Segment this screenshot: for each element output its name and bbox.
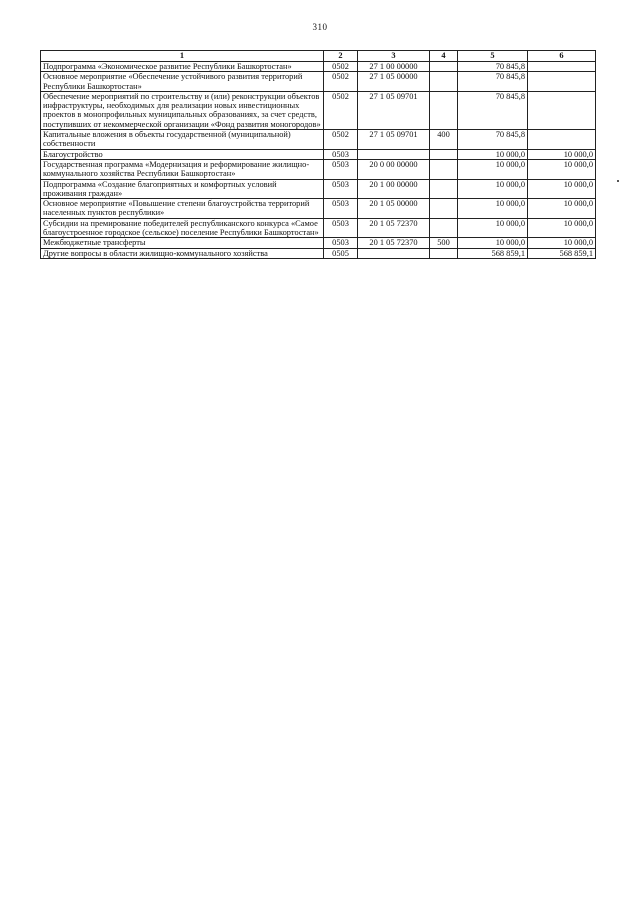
row-sum-1: 70 845,8 xyxy=(458,91,528,129)
table-row xyxy=(41,72,596,92)
row-target-code xyxy=(358,149,430,159)
row-sum-1: 70 845,8 xyxy=(458,130,528,150)
row-expense-type xyxy=(430,62,458,72)
row-sum-2 xyxy=(528,62,596,72)
row-sum-1: 10 000,0 xyxy=(458,179,528,199)
row-sum-1: 10 000,0 xyxy=(458,149,528,159)
table-row xyxy=(41,62,596,72)
row-name: Субсидии на премирование победителей республиканского конкурса «Самое благоустроенное городское (сельское) поселение Республики Башкортостан» xyxy=(41,218,324,238)
row-sum-1: 70 845,8 xyxy=(458,62,528,72)
row-sum-2: 10 000,0 xyxy=(528,199,596,219)
row-sum-2: 10 000,0 xyxy=(528,238,596,248)
row-expense-type xyxy=(430,91,458,129)
row-sum-2: 10 000,0 xyxy=(528,159,596,179)
row-sum-1: 10 000,0 xyxy=(458,199,528,219)
row-section-code: 0502 xyxy=(324,130,358,150)
row-name: Основное мероприятие «Повышение степени благоустройства территорий населенных пунктов республики» xyxy=(41,199,324,219)
row-sum-1: 568 859,1 xyxy=(458,248,528,258)
table-row xyxy=(41,159,596,179)
row-section-code: 0503 xyxy=(324,159,358,179)
table-body xyxy=(41,62,596,259)
table-header xyxy=(41,51,596,62)
row-sum-1: 70 845,8 xyxy=(458,72,528,92)
row-target-code xyxy=(358,248,430,258)
table-row xyxy=(41,199,596,219)
table-row xyxy=(41,179,596,199)
row-target-code: 27 1 05 09701 xyxy=(358,91,430,129)
row-expense-type xyxy=(430,218,458,238)
header-col-1: 1 xyxy=(41,51,324,62)
table-row xyxy=(41,130,596,150)
row-name: Подпрограмма «Экономическое развитие Республики Башкортостан» xyxy=(41,62,324,72)
page-number: 310 xyxy=(312,22,328,32)
row-target-code: 27 1 05 00000 xyxy=(358,72,430,92)
row-target-code: 27 1 00 00000 xyxy=(358,62,430,72)
table-row xyxy=(41,149,596,159)
row-expense-type xyxy=(430,199,458,219)
row-expense-type: 400 xyxy=(430,130,458,150)
header-col-5: 5 xyxy=(458,51,528,62)
row-sum-1: 10 000,0 xyxy=(458,218,528,238)
table-row xyxy=(41,218,596,238)
row-target-code: 27 1 05 09701 xyxy=(358,130,430,150)
header-col-2: 2 xyxy=(324,51,358,62)
row-sum-1: 10 000,0 xyxy=(458,159,528,179)
row-expense-type xyxy=(430,248,458,258)
row-target-code: 20 1 05 00000 xyxy=(358,199,430,219)
row-expense-type xyxy=(430,159,458,179)
header-col-4: 4 xyxy=(430,51,458,62)
header-col-3: 3 xyxy=(358,51,430,62)
row-expense-type xyxy=(430,72,458,92)
row-name: Благоустройство xyxy=(41,149,324,159)
row-name: Обеспечение мероприятий по строительству и (или) реконструкции объектов инфраструктуры, необходимых для реализации новых инвестиционных проектов в монопрофильных муниципальных образованиях, за счет средств, поступивших от некоммерческой организации «Фонд развития моногородов» xyxy=(41,91,324,129)
row-expense-type xyxy=(430,179,458,199)
row-expense-type: 500 xyxy=(430,238,458,248)
row-section-code: 0503 xyxy=(324,149,358,159)
row-target-code: 20 1 05 72370 xyxy=(358,238,430,248)
row-name: Межбюджетные трансферты xyxy=(41,238,324,248)
budget-table xyxy=(40,50,596,259)
row-sum-2: 10 000,0 xyxy=(528,149,596,159)
row-sum-2: 568 859,1 xyxy=(528,248,596,258)
row-section-code: 0502 xyxy=(324,62,358,72)
row-name: Капитальные вложения в объекты государственной (муниципальной) собственности xyxy=(41,130,324,150)
row-name: Государственная программа «Модернизация и реформирование жилищно-коммунального хозяйства Республики Башкортостан» xyxy=(41,159,324,179)
row-sum-2 xyxy=(528,72,596,92)
header-col-6: 6 xyxy=(528,51,596,62)
row-sum-2: 10 000,0 xyxy=(528,179,596,199)
row-expense-type xyxy=(430,149,458,159)
row-target-code: 20 0 00 00000 xyxy=(358,159,430,179)
row-section-code: 0503 xyxy=(324,238,358,248)
header-row xyxy=(41,51,596,62)
row-sum-2 xyxy=(528,130,596,150)
row-sum-2 xyxy=(528,91,596,129)
row-name: Подпрограмма «Создание благоприятных и комфортных условий проживания граждан» xyxy=(41,179,324,199)
row-section-code: 0503 xyxy=(324,179,358,199)
row-target-code: 20 1 05 72370 xyxy=(358,218,430,238)
row-name: Основное мероприятие «Обеспечение устойчивого развития территорий Республики Башкортостан» xyxy=(41,72,324,92)
row-section-code: 0503 xyxy=(324,218,358,238)
table-row xyxy=(41,91,596,129)
row-target-code: 20 1 00 00000 xyxy=(358,179,430,199)
table-row xyxy=(41,248,596,258)
row-section-code: 0505 xyxy=(324,248,358,258)
table-row xyxy=(41,238,596,248)
scan-speck xyxy=(617,180,619,182)
row-section-code: 0502 xyxy=(324,91,358,129)
row-sum-2: 10 000,0 xyxy=(528,218,596,238)
row-name: Другие вопросы в области жилищно-коммунального хозяйства xyxy=(41,248,324,258)
row-sum-1: 10 000,0 xyxy=(458,238,528,248)
row-section-code: 0503 xyxy=(324,199,358,219)
row-section-code: 0502 xyxy=(324,72,358,92)
